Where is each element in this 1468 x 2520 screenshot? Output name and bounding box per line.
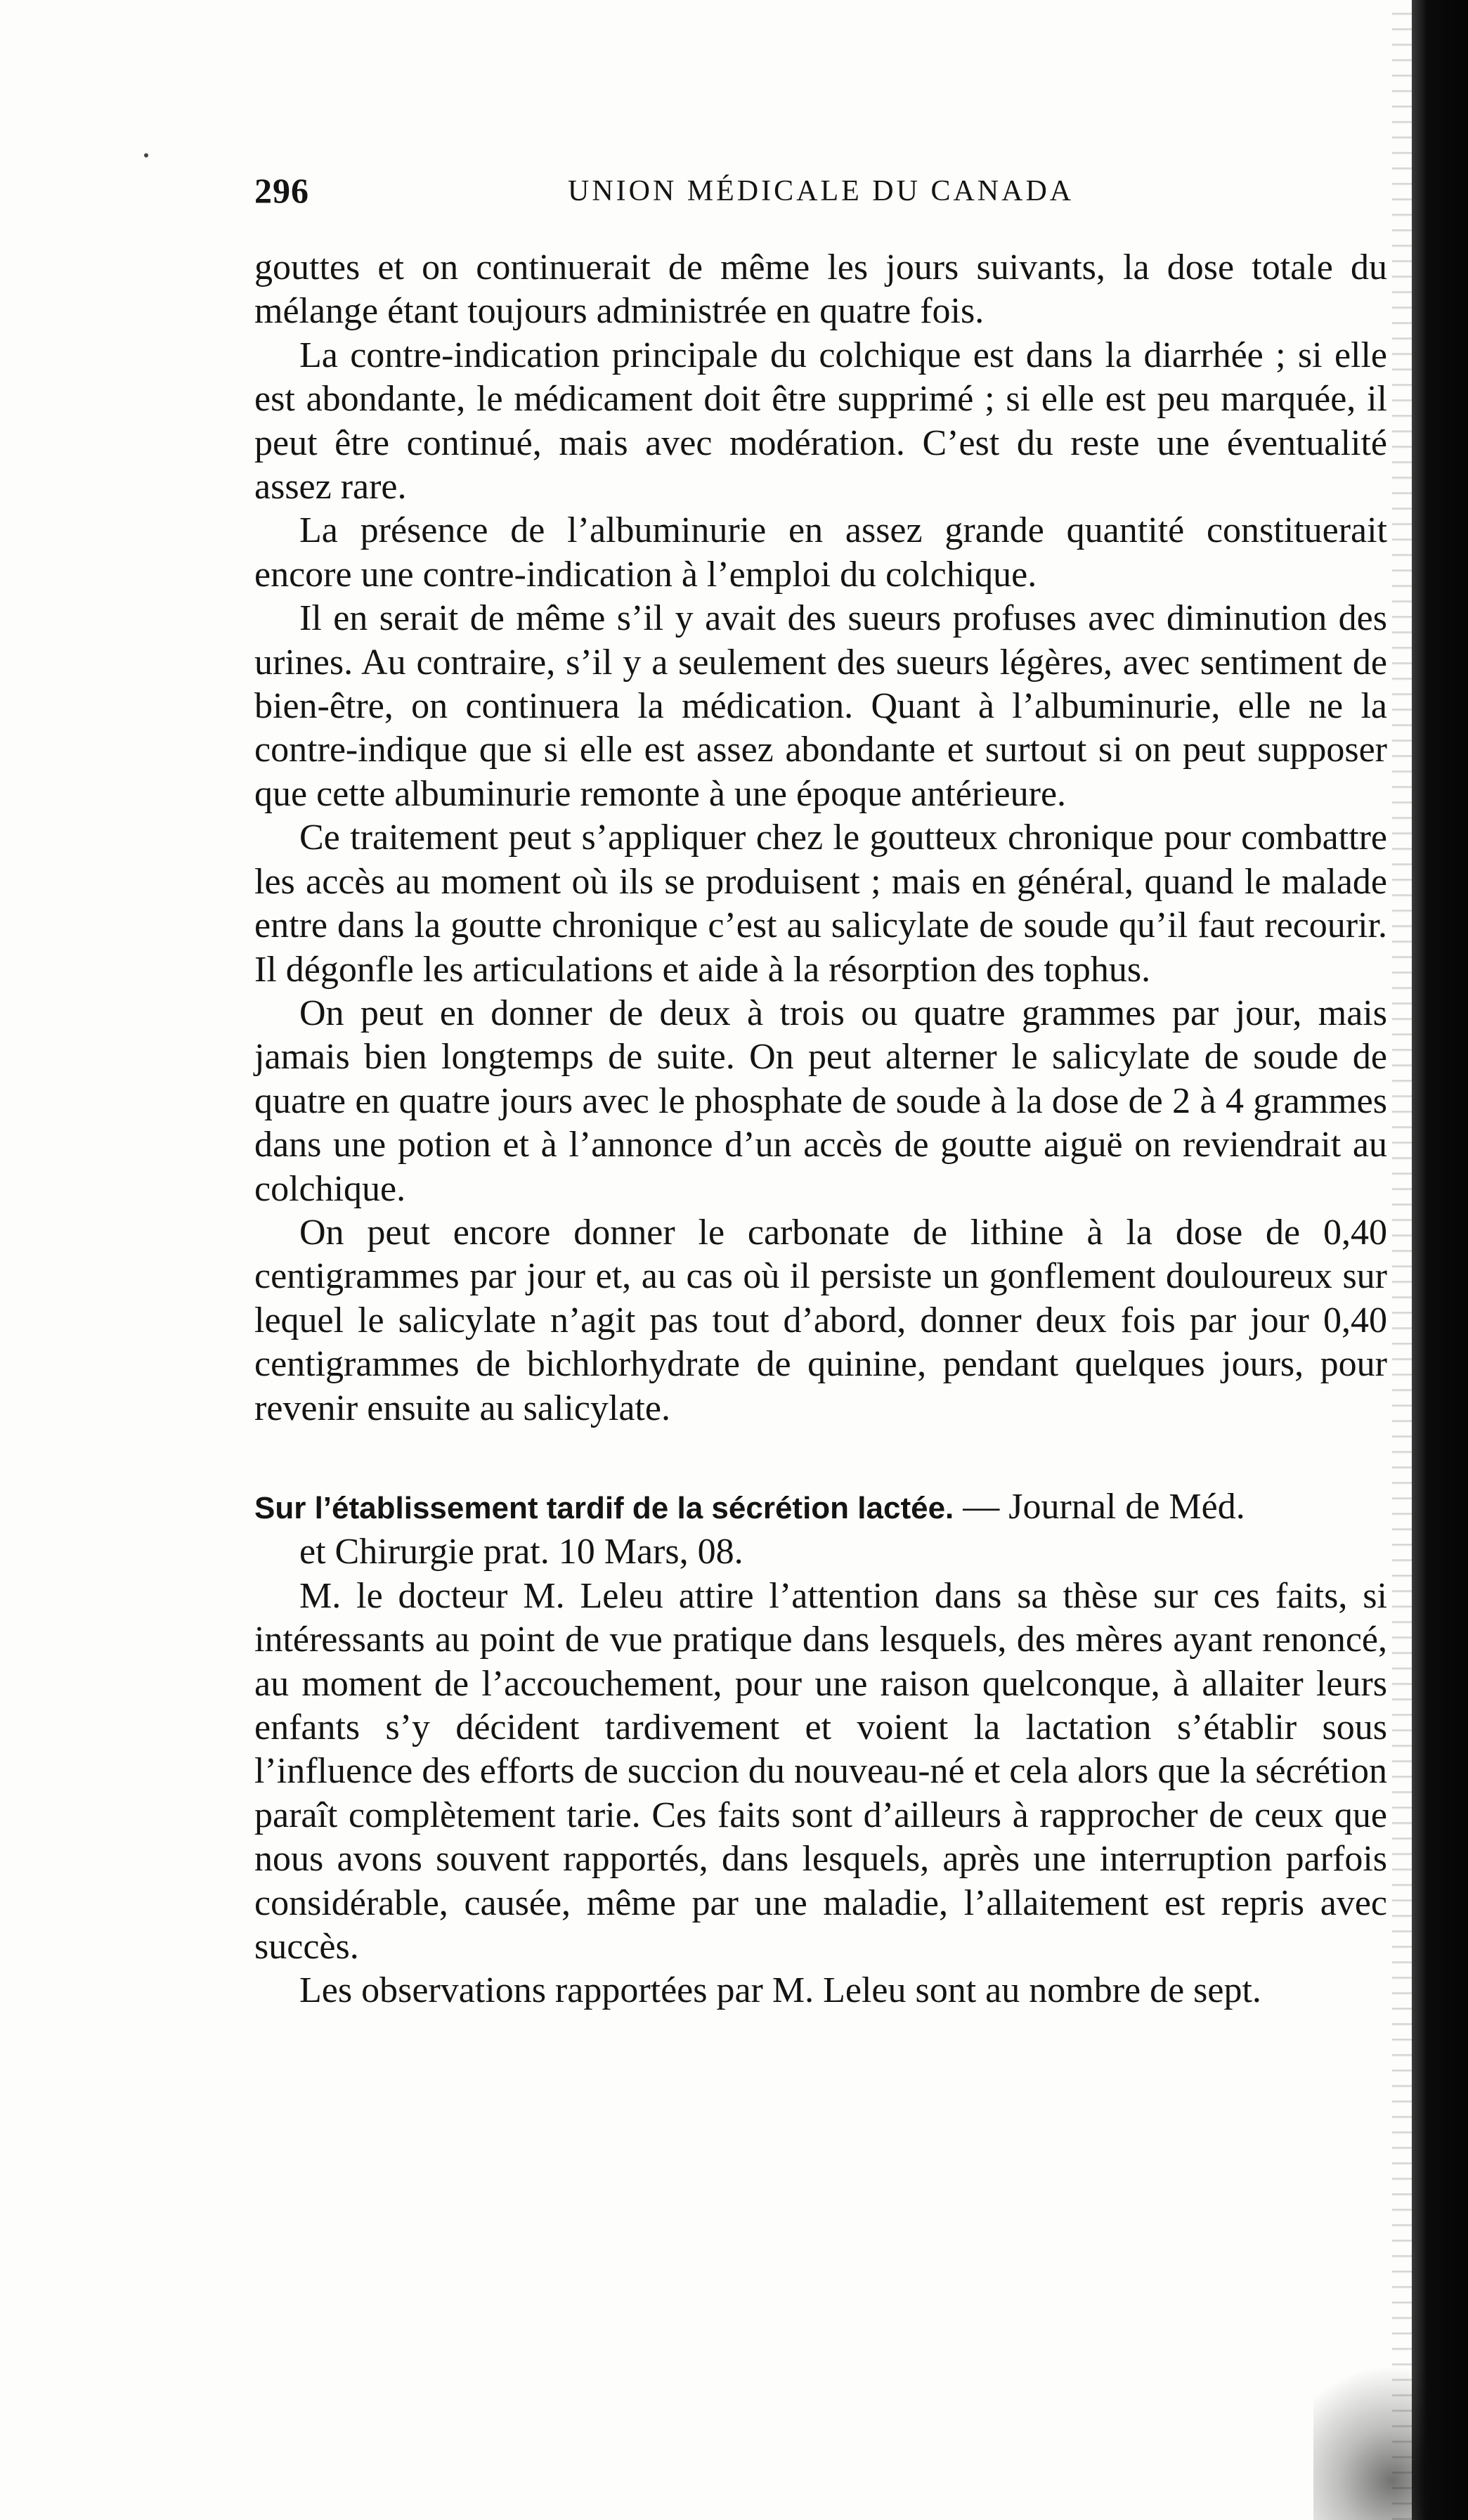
- body-text: [254, 246, 1387, 2013]
- paragraph: Il en serait de même s’il y avait des sueurs profuses avec diminution des urines. Au contraire, s’il y a seulement des sueurs légères, avec sentiment de bien-être, on continuera la médication. Quant à l’albuminurie, elle ne la contre-indique que si elle est assez abondante et surtout si on peut supposer que cette albuminurie remonte à une époque antérieure.: [254, 598, 1387, 814]
- paragraph: La présence de l’albuminurie en assez grande quantité constituerait encore une contre-indication à l’emploi du colchique.: [254, 510, 1387, 595]
- page-header: [254, 170, 1379, 219]
- binding-edge: [1412, 0, 1468, 2520]
- section-heading: [254, 1485, 1387, 1530]
- paragraph: La contre-indication principale du colchique est dans la diarrhée ; si elle est abondante, le médicament doit être supprimé ; si elle est peu marquée, il peut être continué, mais avec modération. C’est du reste une éventualité assez rare.: [254, 335, 1387, 508]
- running-title: UNION MÉDICALE DU CANADA: [568, 175, 1074, 207]
- paragraph: Ce traitement peut s’appliquer chez le goutteux chronique pour combattre les accès au moment où ils se produisent ; mais en général, quand le malade entre dans la goutte chronique c’est au salicylate de soude qu’il faut recourir. Il dégonfle les articulations et aide à la résorption des tophus.: [254, 818, 1387, 990]
- paragraph: M. le docteur M. Leleu attire l’attention dans sa thèse sur ces faits, si intéressants au point de vue pratique dans lesquels, des mères ayant renoncé, au moment de l’accouchement, pour une raison quelconque, à allaiter leurs enfants s’y décident tardivement et voient la lactation s’établir sous l’influence des efforts de succion du nouveau-né et cela alors que la sécrétion paraît complètement tarie. Ces faits sont d’ailleurs à rapprocher de ceux que nous avons souvent rapportés, dans lesquels, après une interruption parfois considérable, causée, même par une maladie, l’allaitement est repris avec succès.: [254, 1575, 1387, 1967]
- page-number: 296: [254, 171, 309, 210]
- corner-speckle: [1313, 2323, 1426, 2520]
- binding-shadow: [1392, 0, 1412, 2520]
- paragraph: On peut encore donner le carbonate de lithine à la dose de 0,40 centigrammes par jour et, au cas où il persiste un gonflement douloureux sur lequel le salicylate n’agit pas tout d’abord, donner deux fois par jour 0,40 centigrammes de bichlorhydrate de quinine, pendant quelques jours, pour revenir ensuite au salicylate.: [254, 1212, 1387, 1428]
- paragraph: On peut en donner de deux à trois ou quatre grammes par jour, mais jamais bien longtemps de suite. On peut alterner le salicylate de soude de quatre en quatre jours avec le phosphate de soude à la dose de 2 à 4 grammes dans une potion et à l’annonce d’un accès de goutte aiguë on reviendrait au colchique.: [254, 993, 1387, 1209]
- section-source-continued: et Chirurgie prat. 10 Mars, 08.: [299, 1532, 743, 1572]
- section-source: — Journal de Méd.: [954, 1486, 1245, 1527]
- scan-speck: [144, 153, 148, 157]
- section-title: Sur l’établissement tardif de la sécrétion lactée.: [254, 1490, 954, 1525]
- paragraph: Les observations rapportées par M. Leleu sont au nombre de sept.: [299, 1970, 1261, 2011]
- paragraph: gouttes et on continuerait de même les jours suivants, la dose totale du mélange étant toujours administrée en quatre fois.: [254, 247, 1387, 332]
